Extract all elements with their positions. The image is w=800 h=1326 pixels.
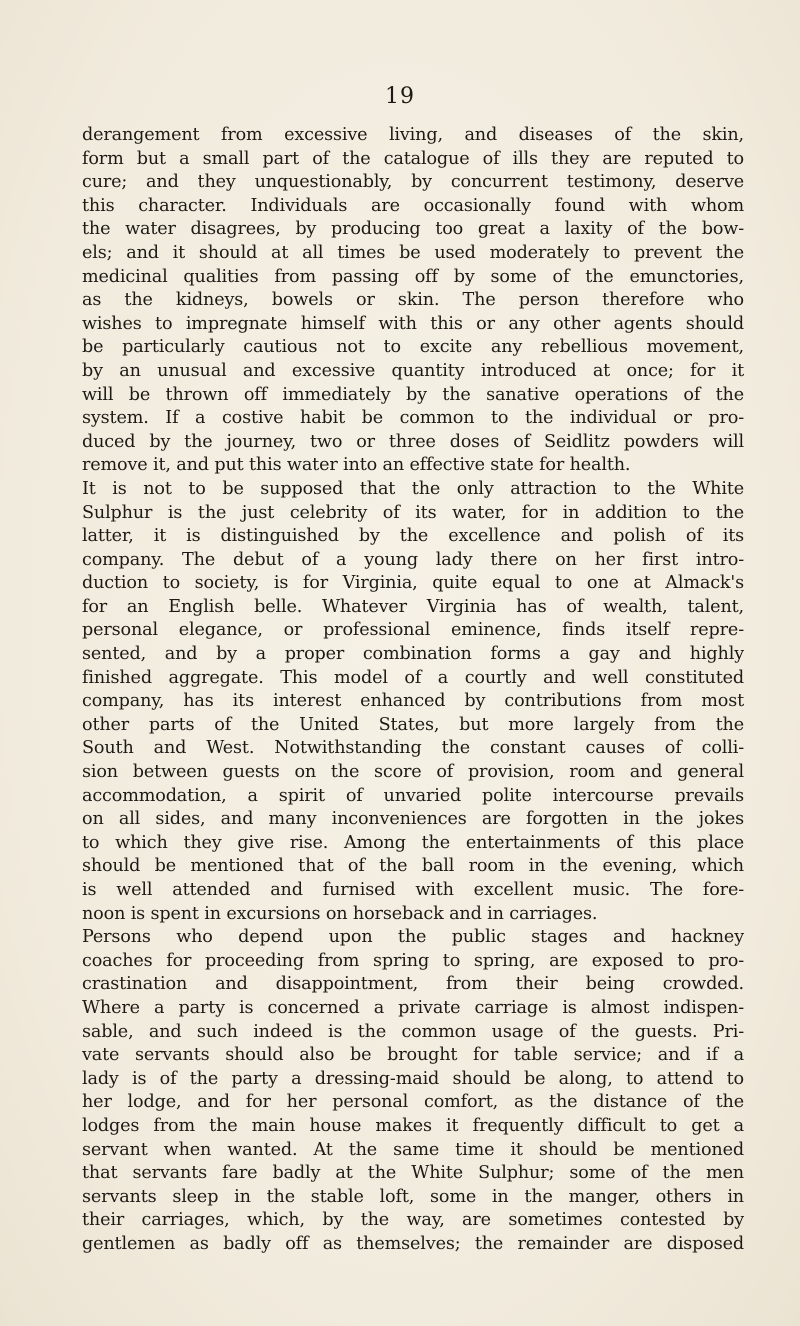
text-line: form but a small part of the catalogue of ills they are reputed to	[82, 148, 744, 169]
text-line: to which they give rise. Among the entertainments of this place	[82, 832, 744, 853]
text-line: system. If a costive habit be common to the individual or pro-	[82, 408, 744, 429]
text-line: latter, it is distinguished by the excellence and polish of its	[82, 526, 744, 547]
text-line: lodges from the main house makes it frequently difficult to get a	[82, 1115, 744, 1136]
text-line: as the kidneys, bowels or skin. The person therefore who	[82, 290, 744, 311]
body-text	[82, 124, 744, 1257]
text-line: for an English belle. Whatever Virginia has of wealth, talent,	[82, 596, 744, 617]
text-line: accommodation, a spirit of unvaried polite intercourse prevails	[82, 785, 744, 806]
text-line: crastination and disappointment, from their being crowded.	[82, 974, 744, 995]
text-line: servant when wanted. At the same time it should be mentioned	[82, 1139, 744, 1160]
text-line: finished aggregate. This model of a courtly and well constituted	[82, 667, 744, 688]
text-line: her lodge, and for her personal comfort, as the distance of the	[82, 1092, 744, 1113]
text-line: remove it, and put this water into an effective state for health.	[82, 455, 631, 476]
text-line: derangement from excessive living, and diseases of the skin,	[82, 125, 744, 145]
text-line: personal elegance, or professional eminence, finds itself repre-	[82, 620, 744, 641]
page-number: 19	[385, 84, 415, 109]
text-line: that servants fare badly at the White Sulphur; some of the men	[82, 1163, 744, 1184]
text-line: coaches for proceeding from spring to spring, are exposed to pro-	[82, 950, 744, 971]
text-line: vate servants should also be brought for table service; and if a	[82, 1045, 744, 1066]
text-line: be particularly cautious not to excite any rebellious movement,	[82, 337, 744, 358]
text-line: the water disagrees, by producing too great a laxity of the bow-	[82, 219, 744, 240]
text-line: South and West. Notwithstanding the constant causes of colli-	[82, 738, 744, 759]
text-line: this character. Individuals are occasionally found with whom	[82, 195, 744, 216]
text-line: company. The debut of a young lady there on her first intro-	[82, 549, 744, 570]
text-line: duction to society, is for Virginia, quite equal to one at Almack's	[82, 573, 744, 594]
text-line: Where a party is concerned a private carriage is almost indispen-	[82, 997, 744, 1018]
text-line: gentlemen as badly off as themselves; the remainder are disposed	[82, 1233, 744, 1254]
text-line: medicinal qualities from passing off by some of the emunctories,	[82, 266, 744, 287]
text-line: on all sides, and many inconveniences are forgotten in the jokes	[82, 809, 744, 830]
text-line: sable, and such indeed is the common usage of the guests. Pri-	[82, 1021, 744, 1042]
text-line: by an unusual and excessive quantity introduced at once; for it	[82, 360, 744, 381]
text-line: Sulphur is the just celebrity of its water, for in addition to the	[82, 502, 744, 523]
text-line: lady is of the party a dressing-maid should be along, to attend to	[82, 1068, 744, 1089]
text-line: Persons who depend upon the public stages and hackney	[82, 927, 744, 948]
text-line: els; and it should at all times be used moderately to prevent the	[82, 242, 744, 263]
text-line: It is not to be supposed that the only attraction to the White	[82, 478, 744, 499]
text-line: cure; and they unquestionably, by concurrent testimony, deserve	[82, 172, 744, 193]
text-line: duced by the journey, two or three doses of Seidlitz powders will	[82, 431, 744, 452]
text-line: their carriages, which, by the way, are sometimes contested by	[82, 1210, 744, 1231]
text-line: sion between guests on the score of provision, room and general	[82, 762, 744, 783]
text-line: sented, and by a proper combination forms a gay and highly	[82, 644, 744, 665]
text-line: servants sleep in the stable loft, some in the manger, others in	[82, 1186, 744, 1207]
text-line: is well attended and furnised with excellent music. The fore-	[82, 880, 744, 900]
text-line: other parts of the United States, but more largely from the	[82, 714, 744, 735]
text-line: company, has its interest enhanced by contributions from most	[82, 691, 744, 712]
text-line: should be mentioned that of the ball room in the evening, which	[82, 856, 744, 877]
text-line: noon is spent in excursions on horseback and in carriages.	[82, 903, 598, 924]
text-line: will be thrown off immediately by the sanative operations of the	[82, 384, 744, 405]
text-line: wishes to impregnate himself with this or any other agents should	[82, 313, 744, 334]
